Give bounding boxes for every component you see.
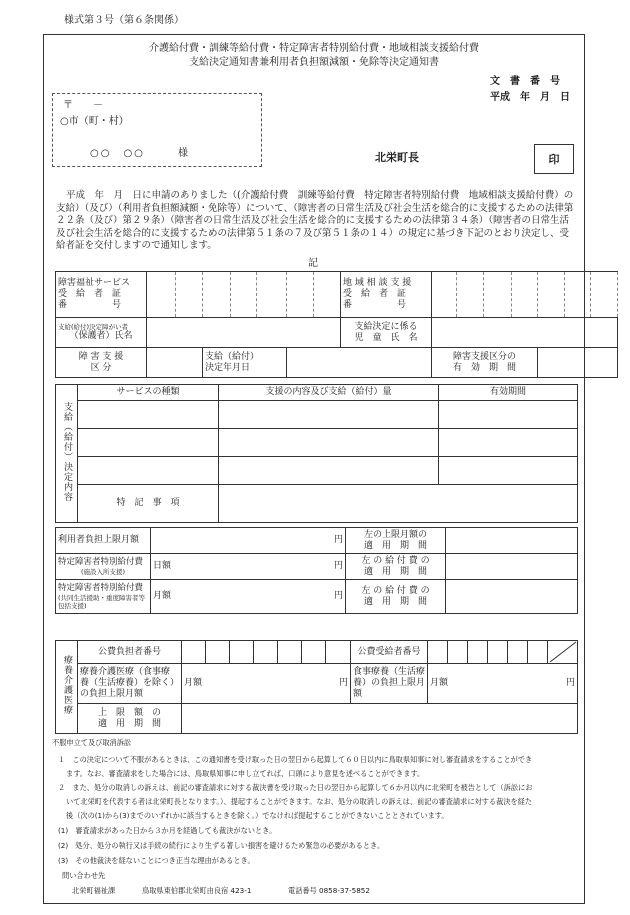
postal-code: 〒 －	[63, 100, 103, 111]
note-2c: 後（次の(1)から(3)までのいずれかに該当するときを除く。）でなければ提起することができないこととされています。	[66, 811, 449, 820]
contact-address: 鳥取県東伯郡北栄町由良宿 423-1	[142, 886, 252, 895]
note-point-1: (1) 審査請求があった日から３か月を経過しても裁決がないとき。	[58, 826, 277, 835]
medical-care-side-label: 療養介護医療	[56, 641, 78, 734]
cert-number-cell	[231, 272, 257, 318]
payer-number-cell	[278, 641, 302, 664]
benefit-period-2-label: 左 の 給 付 費 の 適 用 期 間	[346, 580, 446, 614]
medical-limit-value: 月額 円	[182, 664, 351, 704]
diagonal-slash	[548, 641, 578, 663]
validity-period-label: 障害支援区分の 有 効 期 間	[432, 348, 538, 378]
appeal-heading: 不服申立て及び取消訴訟	[52, 738, 132, 747]
form-id: 様式第３号（第６条関係）	[64, 15, 184, 26]
ki-mark: 記	[308, 258, 318, 269]
recipient-honorific: 様	[178, 148, 188, 159]
medical-care-table	[55, 640, 578, 734]
payer-number-cell	[326, 641, 351, 664]
contact-department: 北栄町福祉課	[72, 886, 116, 895]
chiiki-cert-label: 地 域 相 談 支 援 受 給 者 証 番 号	[341, 272, 432, 318]
intro-text: 平成 年 月 日に申請のありました（(介護給付費 訓練等給付費 特定障害者特別給付費 地域相談支援給付費）の支給）（及び）（利用者負担額減額・免除等）について、（障害者の日常生活及び社会生活を総合的に支援するための法律第２２条（及び）第２９条）（障害者の日常生活及び社会生活を総合的に支援するための法律第３４条）（障害者の日常生活及び社会生活を総合的に支援するための法律第５１条の７及び第５１条の１４）の規定に基づき下記のとおり決定し、受給者証を交付しますので通知します。	[56, 190, 574, 251]
guardian-name-value	[147, 318, 341, 348]
decision-row-cell	[439, 429, 578, 457]
chiiki-cert-cell	[457, 272, 484, 318]
meal-limit-label: 食事療養（生活療 養）の負担上限月額	[351, 664, 428, 704]
note-1b: ます。なお、審査請求をした場合には、鳥取県知事に申し立てれば、口頭により意見を述べることができます。	[66, 769, 425, 778]
limit-application-period-label: 上 限 額 の 適 用 期 間	[78, 704, 182, 734]
recipient-number-label: 公費受給者番号	[351, 641, 428, 664]
cert-number-label: 障害福祉サービス 受 給 者 証 番 号	[56, 272, 147, 318]
validity-period-value	[538, 348, 618, 378]
payer-number-label: 公費負担者番号	[78, 641, 182, 664]
decision-row-cell	[219, 429, 439, 457]
decision-row-cell	[78, 429, 219, 457]
support-detail-header: 支援の内容及び支給（給付）量	[219, 385, 439, 401]
decision-content-side-label: 支給（給付）決定内容	[56, 385, 78, 523]
recipient-number-cell	[428, 641, 448, 664]
decision-row-cell	[219, 401, 439, 429]
chiiki-cert-cell	[565, 272, 591, 318]
contact-phone: 電話番号 0858-37-5852	[288, 886, 370, 895]
recipient-info-table	[55, 271, 618, 378]
contact-heading: 問い合わせ先	[62, 871, 106, 880]
recipient-number-cell-slash	[548, 641, 578, 664]
note-2a: ２ また、処分の取消しの訴えは、前記の審査請求に対する裁決書を受け取った日の翌日から起算して６か月以内に北栄町を被告として（訴訟にお	[58, 783, 533, 792]
guardian-name-label: 支給(給付)決定障がい者 （保護者）氏名	[56, 318, 147, 348]
service-type-header: サービスの種類	[78, 385, 219, 401]
burden-limit-value: 円	[151, 528, 346, 554]
title-line-2: 支給決定通知書兼利用者負担額減額・免除等決定通知書	[189, 57, 439, 68]
address-city: ○市（町・村）	[60, 116, 129, 127]
limit-period-label: 左の上限月額の 適 用 期 間	[346, 528, 446, 554]
support-category-label: 障 害 支 援 区 分	[56, 348, 147, 378]
limit-application-period-value	[182, 704, 578, 734]
recipient-number-cell	[508, 641, 528, 664]
issuer-name: 北栄町長	[375, 151, 419, 164]
chiiki-cert-cell	[484, 272, 512, 318]
payer-number-cell	[230, 641, 254, 664]
cert-number-cell	[287, 272, 314, 318]
decision-date-label: 支給（給付） 決定年月日	[203, 348, 287, 378]
recipient-number-cell	[528, 641, 548, 664]
doc-date-label: 平成 年 月 日	[490, 92, 570, 103]
chiiki-cert-cell	[512, 272, 538, 318]
chiiki-cert-cell	[538, 272, 565, 318]
note-point-2: (2) 処分、処分の執行又は手続の続行により生ずる著しい損害を避けるため緊急の必要があるとき。	[58, 841, 385, 850]
decision-date-value	[287, 348, 432, 378]
recipient-number-cell	[448, 641, 468, 664]
payer-number-cell	[302, 641, 326, 664]
cert-number-cell	[257, 272, 287, 318]
payer-number-cell	[206, 641, 230, 664]
recipient-number-cell	[468, 641, 488, 664]
benefit-period-1-value	[446, 554, 578, 580]
recipient-number-cell	[488, 641, 508, 664]
doc-number-label: 文 書 番 号	[490, 76, 560, 87]
special-benefit-2-value: 月額 円	[151, 580, 346, 614]
recipient-name: ○○ ○○	[90, 148, 145, 159]
chiiki-cert-cell	[591, 272, 618, 318]
decision-row-cell	[439, 401, 578, 429]
decision-row-cell	[78, 457, 219, 485]
cert-number-cell	[314, 272, 341, 318]
special-benefit-1-label: 特定障害者特別給付費 (施設入所支援)	[56, 554, 151, 580]
child-name-value	[432, 318, 618, 348]
seal-box: 印	[534, 144, 574, 174]
benefit-period-1-label: 左 の 給 付 費 の 適 用 期 間	[346, 554, 446, 580]
validity-header: 有効期間	[439, 385, 578, 401]
special-benefit-1-value: 日額 円	[151, 554, 346, 580]
decision-content-table	[55, 384, 578, 523]
note-point-3: (3) その他裁決を経ないことにつき正当な理由があるとき。	[58, 856, 255, 865]
decision-row-cell	[219, 457, 439, 485]
cert-number-cell	[176, 272, 203, 318]
decision-row-cell	[439, 457, 578, 485]
cert-number-cell	[203, 272, 231, 318]
support-category-value	[147, 348, 203, 378]
benefit-period-2-value	[446, 580, 578, 614]
special-benefit-2-label: 特定障害者特別給付費 (共同生活援助・重度障害者等包括支援)	[56, 580, 151, 614]
meal-limit-value: 月額 円	[428, 664, 578, 704]
note-1a: １ この決定について不服があるときは、この通知書を受け取った日の翌日から起算して６０日以内に鳥取県知事に対し審査請求をすることができ	[58, 755, 533, 764]
burden-limit-table	[55, 527, 578, 614]
special-notes-label: 特 記 事 項	[78, 485, 219, 523]
decision-row-cell	[78, 401, 219, 429]
cert-number-cell	[147, 272, 176, 318]
payer-number-cell	[182, 641, 206, 664]
medical-limit-label: 療養介護医療（食事療 養（生活療養）を除く） の負担上限月額	[78, 664, 182, 704]
child-name-label: 支給決定に係る 児 童 氏 名	[341, 318, 432, 348]
burden-limit-label: 利用者負担上限月額	[56, 528, 151, 554]
limit-period-value	[446, 528, 578, 554]
note-2b: いて北栄町を代表する者は北栄町長となります。）、提起することができます。なお、処分の取消しの訴えは、前記の審査請求に対する裁決を経た	[66, 797, 533, 806]
special-notes-value	[219, 485, 578, 523]
chiiki-cert-cell	[432, 272, 457, 318]
title-line-1: 介護給付費・訓練等給付費・特定障害者特別給付費・地域相談支援給付費	[149, 43, 479, 54]
payer-number-cell	[254, 641, 278, 664]
